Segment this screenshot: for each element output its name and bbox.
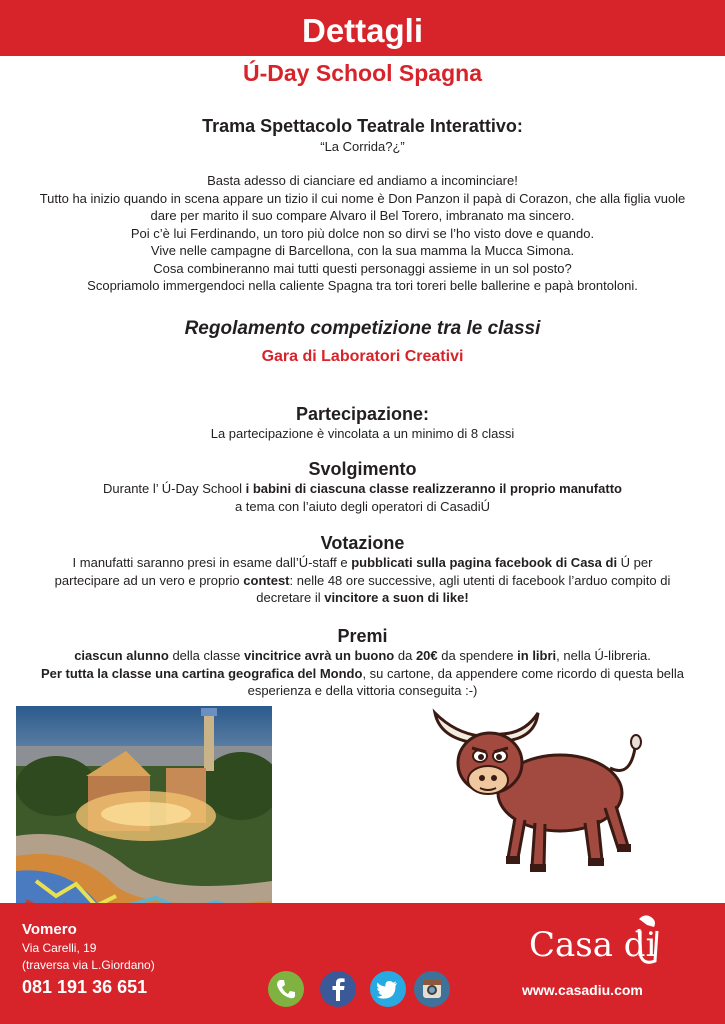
votazione-line: partecipare ad un vero e proprio contest: nelle 48 ore successive, agli utenti di facebook l’arduo compito di	[54, 572, 671, 588]
trama-line: Poi c’è lui Ferdinando, un toro più dolce non so dirvi se l’ho visto dove e quando.	[130, 225, 595, 241]
footer-address-2: (traversa via L.Giordano)	[22, 958, 155, 972]
phone-icon[interactable]	[268, 971, 304, 1007]
logo-text: Casa di	[529, 925, 657, 965]
trama-line: dare per marito il suo compare Alvaro il Bel Torero, imbranato ma sincero.	[150, 208, 575, 223]
regolamento-subtitle: Gara di Laboratori Creativi	[261, 348, 464, 365]
footer-city: Vomero	[22, 921, 77, 938]
park-guell-photo	[16, 706, 272, 922]
regolamento-section	[0, 318, 725, 366]
partecipazione-section	[0, 404, 725, 443]
trama-quote: “La Corrida?¿”	[320, 139, 405, 154]
trama-line: Cosa combineranno mai tutti questi personaggi assieme in un sol posto?	[153, 260, 572, 276]
svolgimento-section	[0, 459, 725, 515]
premi-line: esperienza e della vittoria conseguita :-)	[247, 683, 478, 698]
partecipazione-title: Partecipazione:	[295, 404, 430, 424]
svolgimento-line: a tema con l’aiuto degli operatori di CasadiÚ	[234, 498, 491, 514]
bull-illustration	[420, 708, 660, 880]
votazione-section	[0, 533, 725, 607]
footer-address: Via Carelli, 19	[22, 941, 97, 955]
page-subtitle: Ú-Day School Spagna	[243, 60, 482, 86]
footer-bar	[0, 903, 725, 1024]
trama-section	[0, 116, 725, 156]
casadiu-logo	[527, 913, 687, 973]
trama-line: Tutto ha inizio quando in scena appare un tizio il cui nome è Don Panzon il papà di Corazon, che alla figlia vuole	[39, 190, 686, 206]
trama-line: Basta adesso di cianciare ed andiamo a incominciare!	[207, 173, 518, 188]
trama-text	[0, 172, 725, 295]
footer-website[interactable]: www.casadiu.com	[522, 982, 643, 998]
votazione-line: decretare il vincitore a suon di like!	[256, 590, 469, 605]
instagram-icon[interactable]	[414, 971, 450, 1007]
premi-line: ciascun alunno della classe vincitrice avrà un buono da 20€ da spendere in libri, nella Ú-libreria.	[74, 648, 651, 663]
premi-section	[0, 626, 725, 700]
page-title: Dettagli	[301, 12, 423, 49]
trama-line: Scopriamolo immergendoci nella caliente Spagna tra tori toreri belle ballerine e papà brontoloni.	[87, 278, 638, 293]
votazione-title: Votazione	[320, 533, 405, 553]
premi-line: Per tutta la classe una cartina geografica del Mondo, su cartone, da appendere come ricordo di questa bella	[40, 665, 685, 681]
premi-title: Premi	[337, 626, 388, 646]
twitter-icon[interactable]	[370, 971, 406, 1007]
footer-phone[interactable]: 081 191 36 651	[22, 977, 148, 997]
votazione-line: I manufatti saranno presi in esame dall’Ú-staff e pubblicati sulla pagina facebook di Casa di Ú per	[72, 555, 653, 570]
trama-line: Vive nelle campagne di Barcellona, con la sua mamma la Mucca Simona.	[150, 243, 575, 258]
partecipazione-text: La partecipazione è vincolata a un minimo di 8 classi	[210, 426, 515, 441]
trama-title: Trama Spettacolo Teatrale Interattivo:	[202, 116, 523, 136]
facebook-icon[interactable]	[320, 971, 356, 1007]
svolgimento-line: Durante l’ Ú-Day School i babini di ciascuna classe realizzeranno il proprio manufatto	[103, 481, 622, 496]
svolgimento-title: Svolgimento	[308, 459, 417, 479]
regolamento-title: Regolamento competizione tra le classi	[184, 318, 541, 339]
